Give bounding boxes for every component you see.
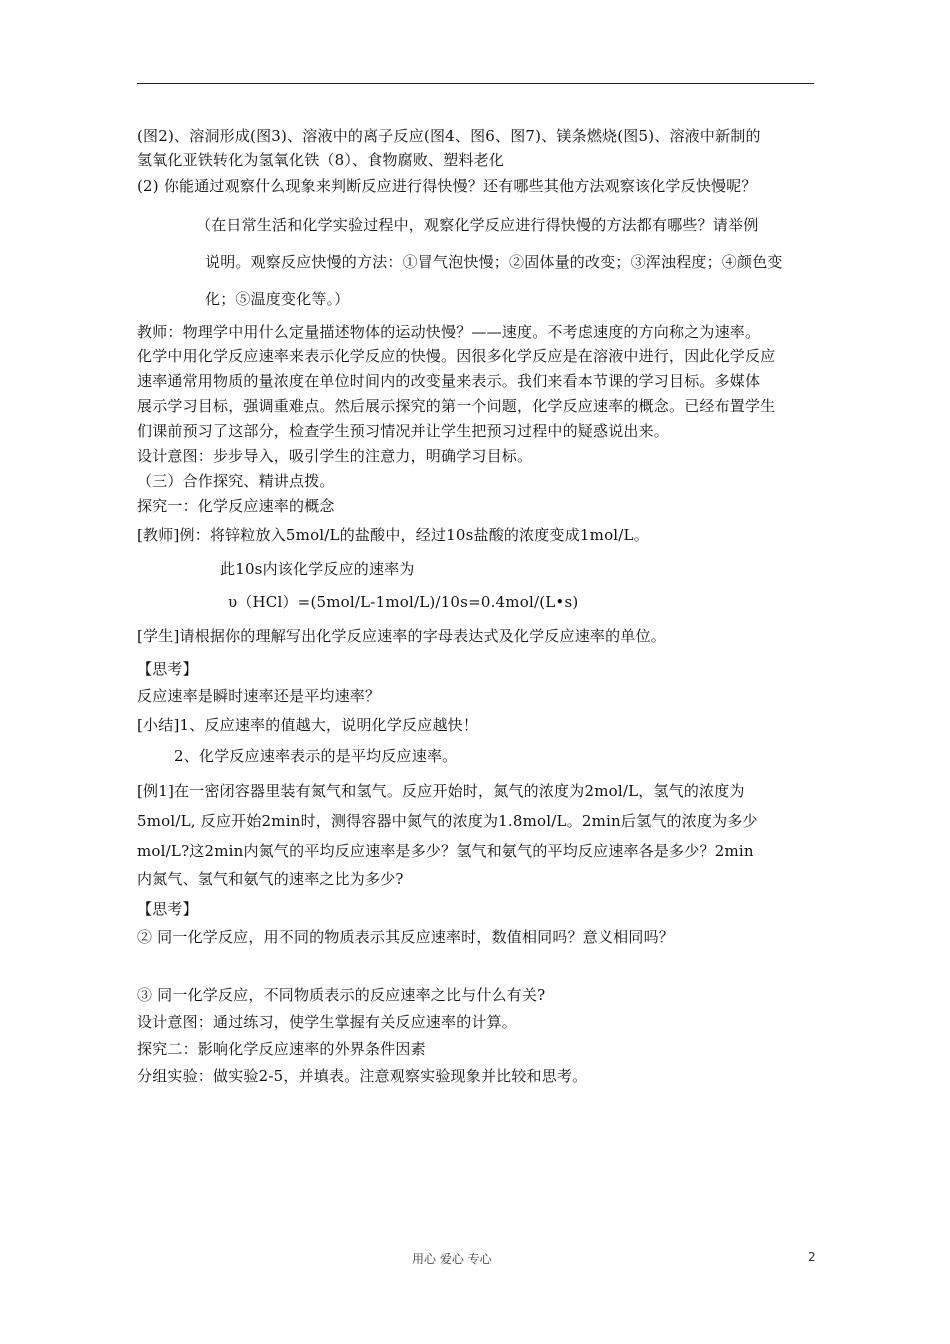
footer-slogan: 用心 爱心 专心: [412, 1252, 492, 1266]
text-line: 教师：物理学中用什么定量描述物体的运动快慢？——速度。不考虑速度的方向称之为速率。: [137, 323, 761, 341]
text-line: [学生]请根据你的理解写出化学反应速率的字母表达式及化学反应速率的单位。: [137, 627, 666, 645]
header-rule: [137, 83, 814, 84]
text-line: (图2)、溶洞形成(图3)、溶液中的离子反应(图4、图6、图7)、镁条燃烧(图5)、溶液中新制的: [137, 127, 761, 145]
text-line: [例1]在一密闭容器里装有氮气和氢气。反应开始时，氮气的浓度为2mol/L，氢气的浓度为: [137, 782, 745, 800]
text-line: 反应速率是瞬时速率还是平均速率？: [137, 687, 381, 705]
text-line: 探究二：影响化学反应速率的外界条件因素: [137, 1040, 426, 1058]
text-line: 探究一：化学反应速率的概念: [137, 497, 335, 515]
text-line: 化；⑤温度变化等。）: [205, 290, 350, 308]
text-line: 【思考】: [137, 900, 198, 918]
text-line: 说明。观察反应快慢的方法：①冒气泡快慢；②固体量的改变；③浑浊程度；④颜色变: [205, 253, 783, 271]
text-line: 此10s内该化学反应的速率为: [220, 560, 415, 578]
text-line: 们课前预习了这部分，检查学生预习情况并让学生把预习过程中的疑惑说出来。: [137, 422, 670, 440]
text-line: ③ 同一化学反应，不同物质表示的反应速率之比与什么有关?: [137, 986, 546, 1004]
text-line: （在日常生活和化学实验过程中，观察化学反应进行得快慢的方法都有哪些？请举例: [196, 216, 759, 234]
text-line: [教师]例：将锌粒放入5mol/L的盐酸中，经过10s盐酸的浓度变成1mol/L。: [137, 526, 649, 544]
text-line: 【思考】: [137, 660, 198, 678]
text-line: 设计意图：通过练习，使学生掌握有关反应速率的计算。: [137, 1013, 518, 1031]
text-line: 内氮气、氢气和氨气的速率之比为多少?: [137, 870, 404, 888]
text-line: 氢氧化亚铁转化为氢氧化铁（8）、食物腐败、塑料老化: [137, 151, 505, 169]
text-line: 分组实验：做实验2-5，并填表。注意观察实验现象并比较和思考。: [137, 1067, 588, 1085]
page-number: 2: [808, 1250, 816, 1264]
text-line: 设计意图：步步导入，吸引学生的注意力，明确学习目标。: [137, 447, 533, 465]
text-line: [小结]1、反应速率的值越大，说明化学反应越快！: [137, 716, 479, 734]
text-line: 化学中用化学反应速率来表示化学反应的快慢。因很多化学反应是在溶液中进行，因此化学反应: [137, 347, 776, 365]
text-line: 速率通常用物质的量浓度在单位时间内的改变量来表示。我们来看本节课的学习目标。多媒体: [137, 372, 761, 390]
text-line: 5mol/L, 反应开始2min时，测得容器中氮气的浓度为1.8mol/L。2min后氢气的浓度为多少: [137, 812, 758, 830]
formula-line: υ（HCl）=(5mol/L-1mol/L)/10s=0.4mol/(L•s): [228, 593, 579, 611]
text-line: 2、化学反应速率表示的是平均反应速率。: [174, 747, 458, 765]
text-line: （三）合作探究、精讲点拨。: [137, 472, 335, 490]
text-line: mol/L?这2min内氮气的平均反应速率是多少？氢气和氨气的平均反应速率各是多少？2min: [137, 842, 754, 860]
text-line: (2) 你能通过观察什么现象来判断反应进行得快慢？还有哪些其他方法观察该化学反快慢呢？: [137, 177, 757, 195]
text-line: 展示学习目标，强调重难点。然后展示探究的第一个问题，化学反应速率的概念。已经布置学生: [137, 397, 776, 415]
text-line: ② 同一化学反应，用不同的物质表示其反应速率时，数值相同吗？意义相同吗？: [137, 928, 674, 946]
